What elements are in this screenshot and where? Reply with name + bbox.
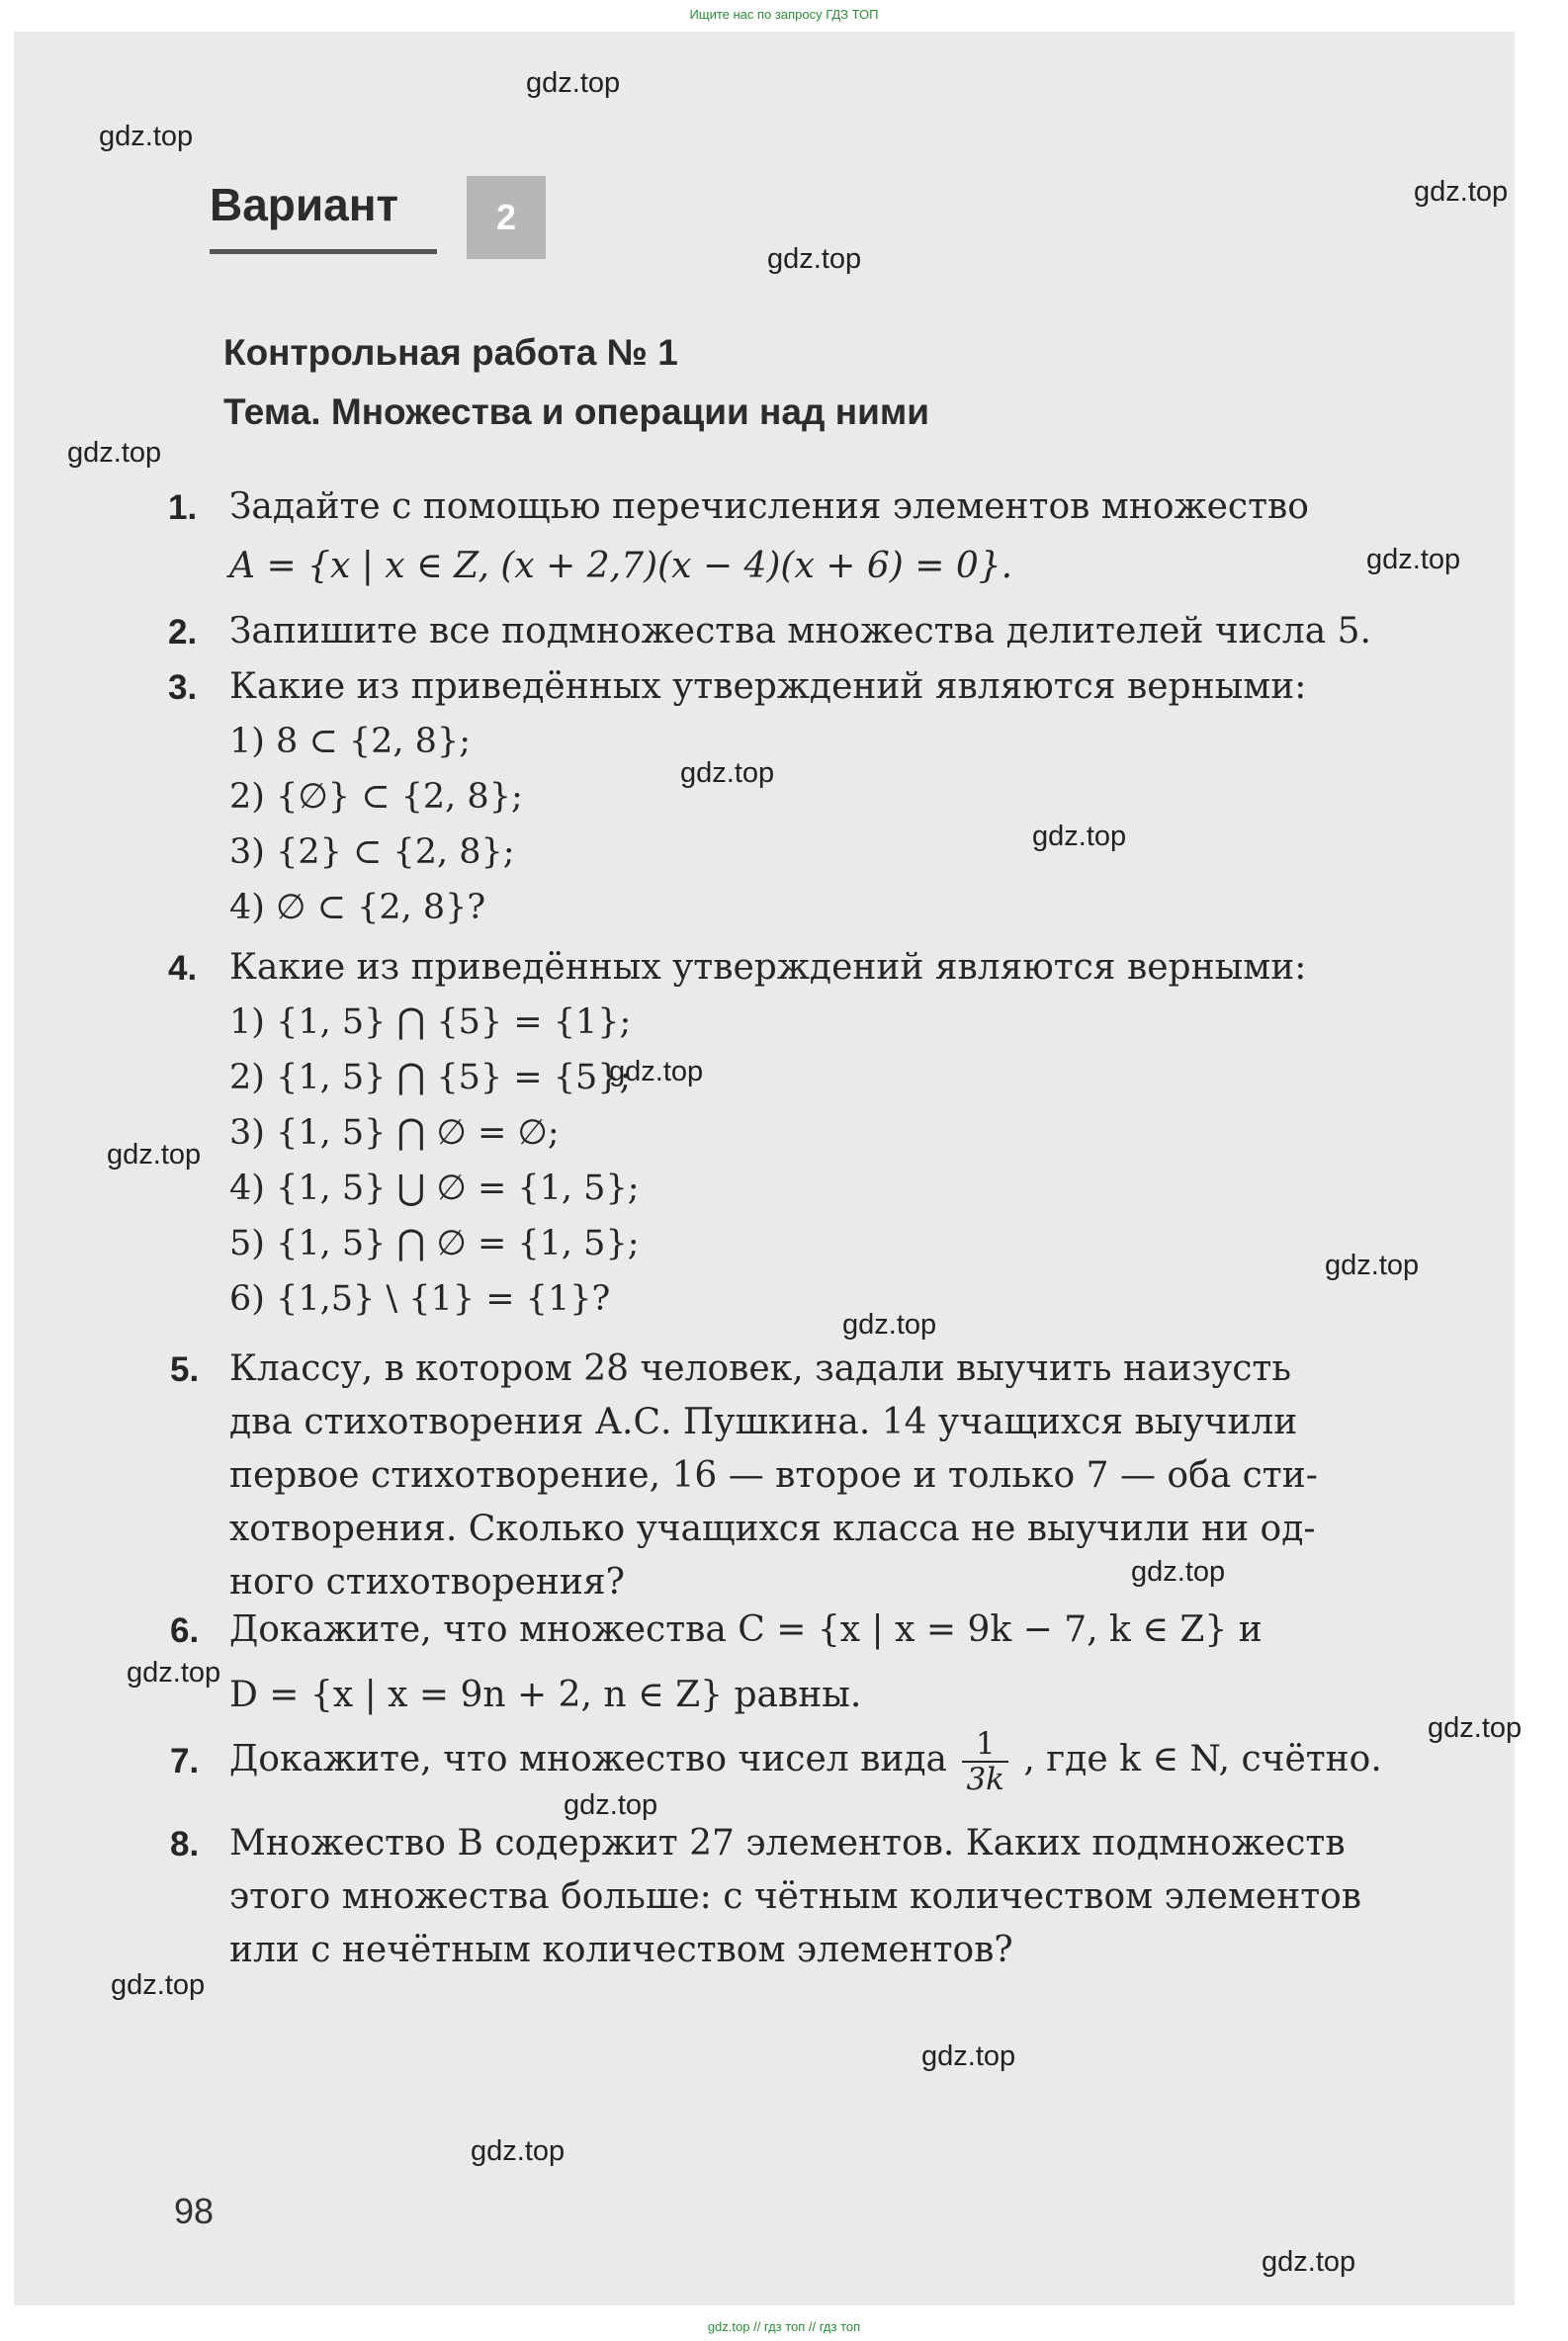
task-formula: A = {x | x ∈ Z, (x + 2,7)(x − 4)(x + 6) = 0}. (229, 546, 1013, 586)
bottom-banner[interactable]: gdz.top // гдз топ // гдз топ (707, 2319, 861, 2334)
heading-underline (210, 249, 437, 254)
fraction-numerator: 1 (962, 1727, 1008, 1763)
variant-number-badge: 2 (467, 176, 546, 259)
task-option: 5) {1, 5} ⋂ ∅ = {1, 5}; (229, 1224, 640, 1263)
watermark: gdz.top (680, 757, 775, 789)
task-text: первое стихотворение, 16 — второе и только 7 — оба сти- (229, 1455, 1318, 1496)
watermark: gdz.top (111, 1969, 206, 2001)
task-text: или с нечётным количеством элементов? (229, 1930, 1013, 1970)
task-text: Докажите, что множество чисел вида (229, 1739, 947, 1779)
watermark: gdz.top (1414, 176, 1509, 208)
task-text: два стихотворения А.С. Пушкина. 14 учащихся выучили (229, 1402, 1298, 1442)
task-text: Какие из приведённых утверждений являются верными: (229, 666, 1307, 707)
task-option: 3) {1, 5} ⋂ ∅ = ∅; (229, 1113, 560, 1153)
task-option: 6) {1,5} \ {1} = {1}? (229, 1279, 611, 1319)
task-text: хотворения. Сколько учащихся класса не выучили ни од- (229, 1509, 1316, 1549)
task-number: 2. (168, 613, 198, 651)
watermark: gdz.top (67, 437, 162, 469)
task-option: 4) ∅ ⊂ {2, 8}? (229, 888, 486, 927)
task-number: 3. (168, 668, 198, 707)
watermark: gdz.top (1262, 2246, 1356, 2278)
fraction-denominator: 3k (966, 1762, 1004, 1797)
task-number: 6. (170, 1611, 200, 1650)
watermark: gdz.top (842, 1309, 937, 1341)
task-number: 8. (170, 1825, 200, 1864)
watermark: gdz.top (107, 1139, 202, 1170)
task-text: этого множества больше: с чётным количеством элементов (229, 1876, 1362, 1917)
watermark: gdz.top (526, 67, 621, 99)
task-option: 2) {∅} ⊂ {2, 8}; (229, 777, 523, 817)
watermark: gdz.top (1131, 1556, 1226, 1588)
task-number: 4. (168, 949, 198, 988)
task-option: 4) {1, 5} ⋃ ∅ = {1, 5}; (229, 1169, 640, 1208)
task-number: 7. (170, 1742, 200, 1780)
watermark: gdz.top (1366, 544, 1461, 575)
task-text: Запишите все подмножества множества делителей числа 5. (229, 611, 1371, 651)
watermark: gdz.top (609, 1056, 704, 1087)
task-text: Множество B содержит 27 элементов. Каких подмножеств (229, 1823, 1346, 1864)
task-option: 2) {1, 5} ⋂ {5} = {5}; (229, 1058, 632, 1097)
page-number: 98 (174, 2191, 215, 2231)
task-number: 5. (170, 1350, 200, 1389)
watermark: gdz.top (921, 2040, 1016, 2072)
watermark: gdz.top (1325, 1250, 1420, 1281)
task-option: 1) 8 ⊂ {2, 8}; (229, 722, 472, 761)
work-title: Контрольная работа № 1 (223, 332, 678, 373)
task-text-line (229, 1720, 1382, 1799)
task-text: Какие из приведённых утверждений являются верными: (229, 947, 1307, 988)
task-text: , где k ∈ N, счётно. (1023, 1739, 1382, 1779)
task-text: Классу, в котором 28 человек, задали выучить наизусть (229, 1348, 1291, 1389)
task-text: Докажите, что множества C = {x | x = 9k − 7, k ∈ Z} и (229, 1609, 1263, 1650)
topic-title: Тема. Множества и операции над ними (223, 391, 929, 432)
watermark: gdz.top (767, 243, 862, 275)
task-number: 1. (168, 488, 198, 527)
watermark: gdz.top (127, 1657, 221, 1689)
task-option: 3) {2} ⊂ {2, 8}; (229, 832, 515, 872)
task-text: D = {x | x = 9n + 2, n ∈ Z} равны. (229, 1675, 862, 1715)
top-banner[interactable]: Ищите нас по запросу ГДЗ ТОП (689, 7, 879, 22)
variant-heading: Вариант (210, 179, 399, 230)
watermark: gdz.top (99, 121, 194, 152)
fraction (962, 1727, 1008, 1796)
task-text: Задайте с помощью перечисления элементов множество (229, 486, 1309, 527)
task-text: ного стихотворения? (229, 1562, 625, 1603)
watermark: gdz.top (1032, 821, 1127, 852)
watermark: gdz.top (564, 1789, 658, 1821)
watermark: gdz.top (471, 2135, 566, 2167)
task-option: 1) {1, 5} ⋂ {5} = {1}; (229, 1002, 632, 1042)
watermark: gdz.top (1428, 1712, 1523, 1744)
